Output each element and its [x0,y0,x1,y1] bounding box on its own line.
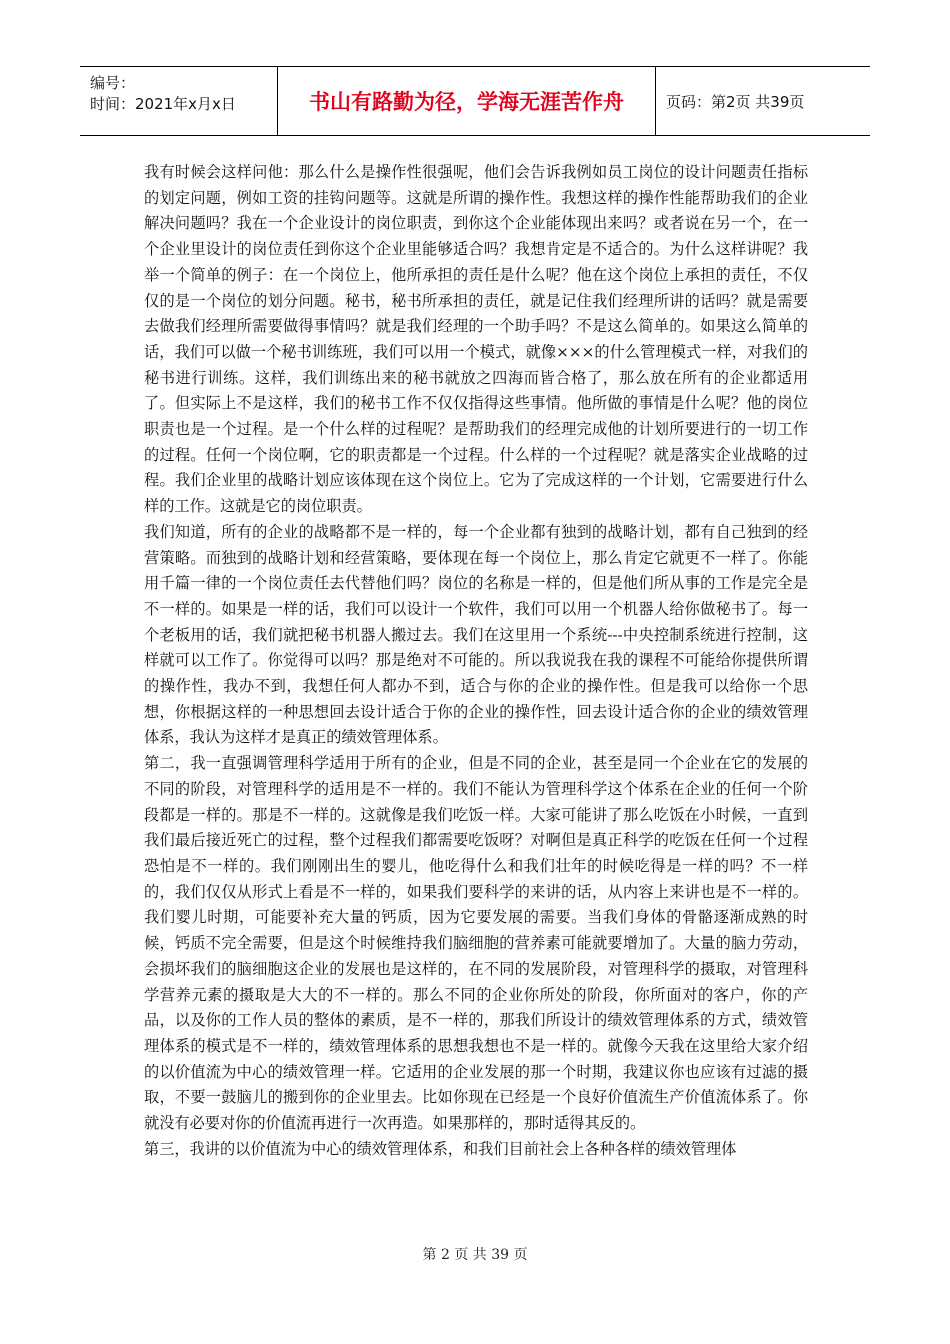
paragraph-2: 我们知道，所有的企业的战略都不是一样的，每一个企业都有独到的战略计划，都有自己独到的经营策略。而独到的战略计划和经营策略，要体现在每一个岗位上，那么肯定它就更不一样了。你能用千篇一律的一个岗位责任去代替他们吗？岗位的名称是一样的，但是他们所从事的工作是完全是不一样的。如果是一样的话，我们可以设计一个软件，我们可以用一个机器人给你做秘书了。每一个老板用的话，我们就把秘书机器人搬过去。我们在这里用一个系统---中央控制系统进行控制，这样就可以工作了。你觉得可以吗？那是绝对不可能的。所以我说我在我的课程不可能给你提供所谓的操作性，我办不到，我想任何人都办不到，适合与你的企业的操作性。但是我可以给你一个思想，你根据这样的一种思想回去设计适合于你的企业的操作性，回去设计适合你的企业的绩效管理体系，我认为这样才是真正的绩效管理体系。 [144,522,808,747]
page-footer: 第 2 页 共 39 页 [422,1247,528,1263]
header-meta [80,67,278,135]
header-motto: 书山有路勤为径，学海无涯苦作舟 [278,67,656,135]
page-header [80,66,870,136]
paragraph-3: 第二，我一直强调管理科学适用于所有的企业，但是不同的企业，甚至是同一个企业在它的发展的不同的阶段，对管理科学的适用是不一样的。我们不能认为管理科学这个体系在企业的任何一个阶段都是一样的。那是不一样的。这就像是我们吃饭一样。大家可能讲了那么吃饭在小时候，一直到我们最后接近死亡的过程，整个过程我们都需要吃饭呀？对啊但是真正科学的吃饭在任何一个过程恐怕是不一样的。我们刚刚出生的婴儿，他吃得什么和我们壮年的时候吃得是一样的吗？不一样的，我们仅仅从形式上看是不一样的，如果我们要科学的来讲的话，从内容上来讲也是不一样的。我们婴儿时期，可能要补充大量的钙质，因为它要发展的需要。当我们身体的骨骼逐渐成熟的时候，钙质不完全需要，但是这个时候维持我们脑细胞的营养素可能就要增加了。大量的脑力劳动，会损坏我们的脑细胞这企业的发展也是这样的，在不同的发展阶段，对管理科学的摄取，对管理科学营养元素的摄取是大大的不一样的。那么不同的企业你所处的阶段，你所面对的客户，你的产品，以及你的工作人员的整体的素质，是不一样的，那我们所设计的绩效管理体系的方式，绩效管理体系的模式是不一样的，绩效管理体系的思想我想也不是一样的。就像今天我在这里给大家介绍的以价值流为中心的绩效管理一样。它适用的企业发展的那一个时期，我建议你也应该有过滤的摄取，不要一鼓脑儿的搬到你的企业里去。比如你现在已经是一个良好价值流生产价值流体系了。你就没有必要对你的价值流再进行一次再造。如果那样的，那时适得其反的。 [144,754,808,1133]
document-body [144,160,808,1162]
document-number-label: 编号： [90,74,136,92]
paragraph-1: 我有时候会这样问他：那么什么是操作性很强呢，他们会告诉我例如员工岗位的设计问题责任指标的划定问题，例如工资的挂钩问题等。这就是所谓的操作性。我想这样的操作性能帮助我们的企业解决问题吗？我在一个企业设计的岗位职责，到你这个企业能体现出来吗？或者说在另一个，在一个企业里设计的岗位责任到你这个企业里能够适合吗？我想肯定是不适合的。为什么这样讲呢？我举一个简单的例子：在一个岗位上，他所承担的责任是什么呢？他在这个岗位上承担的责任，不仅仅的是一个岗位的划分问题。秘书，秘书所承担的责任，就是记住我们经理所讲的话吗？就是需要去做我们经理所需要做得事情吗？就是我们经理的一个助手吗？不是这么简单的。如果这么简单的话，我们可以做一个秘书训练班，我们可以用一个模式，就像×××的什么管理模式一样，对我们的秘书进行训练。这样，我们训练出来的秘书就放之四海而皆合格了，那么放在所有的企业都适用了。但实际上不是这样，我们的秘书工作不仅仅指得这些事情。他所做的事情是什么呢？他的岗位职责也是一个过程。是一个什么样的过程呢？是帮助我们的经理完成他的计划所要进行的一切工作的过程。任何一个岗位啊，它的职责都是一个过程。什么样的一个过程呢？就是落实企业战略的过程。我们企业里的战略计划应该体现在这个岗位上。它为了完成这样的一个计划，它需要进行什么样的工作。这就是它的岗位职责。 [144,163,808,516]
document-date-label: 时间：2021年x月x日 [90,95,236,113]
paragraph-4: 第三，我讲的以价值流为中心的绩效管理体系，和我们目前社会上各种各样的绩效管理体 [144,1139,737,1158]
header-page-info: 页码：第2页 共39页 [666,92,805,111]
